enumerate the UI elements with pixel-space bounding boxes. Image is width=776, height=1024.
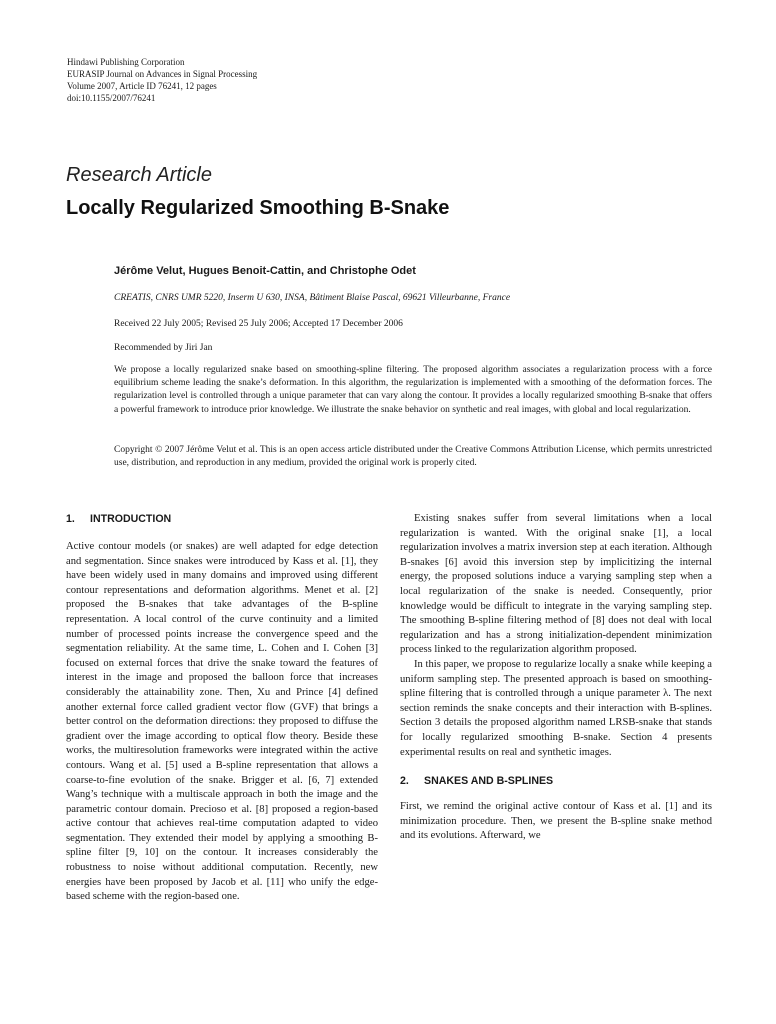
submission-dates: Received 22 July 2005; Revised 25 July 2006; Accepted 17 December 2006 [114,319,403,329]
section-heading-introduction [66,512,378,526]
left-column [66,512,378,905]
article-type: Research Article [66,164,212,186]
article-title: Locally Regularized Smoothing B-Snake [66,197,450,219]
intro-paragraph-3: In this paper, we propose to regularize locally a snake while keeping a uniform sampling step. The presented approach is based on smoothing-spline filtering that is controlled through a unique parameter λ. The next section reminds the snake concepts and their interaction with B-splines. Section 3 details the proposed algorithm named LRSB-snake that stands for locally regularized smoothing B-snake. Section 4 presents experimental results on real and synthetic images. [400,658,712,758]
volume-info: Volume 2007, Article ID 76241, 12 pages [67,81,217,91]
snakes-paragraph-1: First, we remind the original active contour of Kass et al. [1] and its minimization procedure. Then, we present the B-spline snake method and its evolutions. Afterward, we [400,801,712,842]
affiliation: CREATIS, CNRS UMR 5220, Inserm U 630, INSA, Bâtiment Blaise Pascal, 69621 Villeurbanne, France [114,293,511,303]
publisher-name: Hindawi Publishing Corporation [67,57,185,67]
section-heading-snakes [400,774,712,788]
copyright-notice: Copyright © 2007 Jérôme Velut et al. This is an open access article distributed under the Creative Commons Attribution License, which permits unrestricted use, distribution, and reproduction in any medium, provided the original work is properly cited. [114,445,712,469]
abstract: We propose a locally regularized snake based on smoothing-spline filtering. The proposed algorithm associates a regularization process with a force equilibrium scheme leading the snake’s deformation. In this algorithm, the regularization is implemented with a smoothing of the deformation forces. The regularization level is controlled through a unique parameter that can vary along the contour. It provides a locally regularized smoothing B-snake that offers a powerful framework to introduce prior knowledge. We illustrate the snake behavior on synthetic and real images, with global and local regularization. [114,365,712,415]
doi: doi:10.1155/2007/76241 [67,93,156,103]
intro-paragraph-2: Existing snakes suffer from several limitations when a local regularization is wanted. With the original snake [1], a local regularization involves a matrix inversion step at each iteration. Although B-snakes [6] avoid this inversion step by implicitizing the internal energy, the proposed solutions induce a varying sampling step when a local regularization of the snake is needed. Consequently, prior knowledge would be difficult to integrate in the varying sampling step. The smoothing B-spline filtering method of [8] does not deal with local regularization and has a strong initialization-dependent minimization process linked to the regularization algorithm proposed. [400,513,712,656]
journal-name: EURASIP Journal on Advances in Signal Processing [67,69,258,79]
journal-info [67,56,367,104]
section-number: 2. [400,775,409,788]
authors: Jérôme Velut, Hugues Benoit-Cattin, and Christophe Odet [114,265,416,277]
section-title: INTRODUCTION [90,513,172,525]
recommended-by: Recommended by Jiri Jan [114,343,213,353]
right-column [400,512,712,844]
section-number: 1. [66,513,75,525]
intro-paragraph-1: Active contour models (or snakes) are well adapted for edge detection and segmentation. Since snakes were introduced by Kass et al. [1], they have been widely used in many domains and improved using different contour representations and deformation algorithms. Menet et al. [2] proposed the B-snakes that take advantages of the B-spline representation. A local control of the curve continuity and a limited number of processed points increase the convergence speed and the segmentation reliability. At the same time, L. Cohen and I. Cohen [3] focused on external forces that drive the snake toward the features of interest in the image and proposed the balloon force that increases considerably the attainability zone. Then, Xu and Prince [4] defined another external force called gradient vector flow (GVF) that brings a better control on the deformation directions: they proposed to diffuse the gradient over the image according to optical flow theory. Beside these works, the multiresolution frameworks were integrated within the active contours. Wang et al. [5] used a B-spline representation that allows a coarse-to-fine evolution of the snake. Brigger et al. [6, 7] extended Wang’s technique with a multiscale approach in both the image and the parametric contour domain. Precioso et al. [8] proposed a region-based active contour that achieves real-time computation adapted to video segmentation. They extended their model by applying a smoothing B-spline filter [9, 10] on the contour. It increases considerably the robustness to noise without additional computation. Recently, new energies have been proposed by Jacob et al. [11] who unify the edge-based scheme with the region-based one. [66,541,378,903]
section-title: SNAKES AND B-SPLINES [424,775,554,788]
